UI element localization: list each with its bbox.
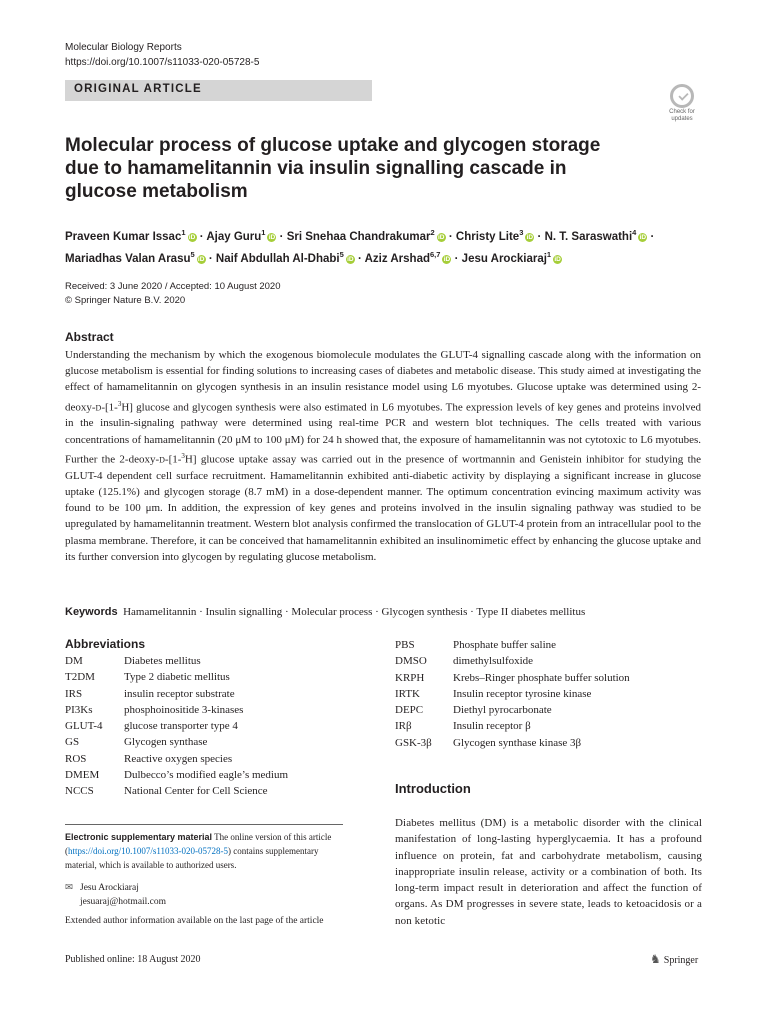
author-name: Jesu Arockiaraj <box>461 252 547 265</box>
author-name: Naif Abdullah Al‑Dhabi <box>215 252 340 265</box>
author-name: Ajay Guru <box>206 230 262 243</box>
abbreviation-definition: phosphoinositide 3-kinases <box>124 703 244 716</box>
abbreviation-term: DMSO <box>395 655 427 668</box>
orcid-icon[interactable]: iD <box>347 255 354 263</box>
keywords-list: Hamamelitannin · Insulin signalling · Molecular process · Glycogen synthesis · Type II diabetes mellitus <box>123 606 586 618</box>
journal-name: Molecular Biology Reports <box>65 42 182 53</box>
abbreviation-row <box>65 686 288 702</box>
abbreviation-term: PI3Ks <box>65 703 93 716</box>
orcid-icon[interactable]: iD <box>639 233 647 241</box>
copyright: © Springer Nature B.V. 2020 <box>65 295 186 306</box>
abbreviation-row <box>65 669 288 685</box>
orcid-icon[interactable]: iD <box>268 233 276 241</box>
abbreviations-right <box>395 637 630 751</box>
abbreviation-definition: insulin receptor substrate <box>124 687 235 700</box>
abbreviation-definition: Phosphate buffer saline <box>453 639 557 651</box>
abbreviation-definition: Diethyl pyrocarbonate <box>453 704 552 717</box>
springer-horse-icon: ♞ <box>650 952 661 966</box>
author-affiliation: 1 <box>181 228 186 237</box>
corresponding-author: Jesu Arockiaraj <box>80 883 139 893</box>
abbreviation-definition: National Center for Cell Science <box>124 785 268 798</box>
check-updates-icon <box>670 84 694 108</box>
abbreviation-term: DEPC <box>395 704 424 717</box>
abbreviation-term: T2DM <box>65 671 95 684</box>
abbreviation-row <box>395 637 630 653</box>
supplementary-note <box>65 830 347 872</box>
abstract-text: Understanding the mechanism by which the exogenous biomolecule modulates the GLUT-4 signalling cascade along with the information on glucose metabolism is essential for finding solutions to increasing cases of diabetes and metabolic disease. This study aimed at investigating the effect of hamamelitannin on glycogen synthesis in an insulin resistance model using L6 myotubes. Glucose uptake was determined using 2-deoxy-d-[1-$^3$H] glucose and glycogen synthesis were also estimated in L6 myotubes. The expression levels of key genes and proteins involved in the insulin-signaling pathway were determined using real-time PCR and western blot techniques. The cells treated with various concentrations of hamamelitannin (20 μM to 100 μM) for 24 h showed that, the exposure of hamamelitannin was not cytotoxic to L6 myotubes. Further the 2-deoxy-d-[1-$^3$H] glucose uptake assay was carried out in the presence of wortmannin and Genistein inhibitor for studying the GLUT-4 dependent cell surface recruitment. Hamamelitannin exhibited anti-diabetic activity by displaying a significant increase in glucose uptake (125.1%) and glycogen storage (8.7 mM) in a dose-dependent manner. The optimum concentration evincing maximum activity was found to be 100 μm. In addition, the expression of key genes and proteins involved in the insulin signaling pathway was studied to be upregulated by hamamelitannin treatment. Western blot analysis confirmed the translocation of GLUT-4 protein from an intracellular pool to the plasma membrane. Therefore, it can be conceived that hamamelitannin exhibited an insulinomimetic effect by enhancing the glucose uptake and its further conversion into glycogen by regulating glucose metabolism. <box>65 349 702 563</box>
abbreviation-term: GSK-3β <box>395 736 432 749</box>
abbreviation-row <box>65 767 288 783</box>
article-dates <box>65 280 281 308</box>
author-affiliation: 5 <box>190 249 195 259</box>
abbreviation-row <box>395 702 630 718</box>
abbreviation-row <box>65 653 288 669</box>
abbreviation-definition: Dulbecco’s modified eagle’s medium <box>124 769 289 782</box>
article-type-label: ORIGINAL ARTICLE <box>74 83 202 95</box>
author <box>544 228 648 243</box>
abbreviation-term: IRβ <box>395 720 412 733</box>
author <box>65 249 206 265</box>
journal-header <box>65 40 259 70</box>
author-affiliation: 1 <box>546 249 552 259</box>
keywords <box>65 604 705 620</box>
author-affiliation: 6,7 <box>430 249 441 259</box>
abbreviation-row <box>395 735 630 751</box>
author <box>215 249 355 265</box>
orcid-icon[interactable]: iD <box>437 233 445 241</box>
abbreviation-definition: Diabetes mellitus <box>124 655 201 667</box>
esm-text-before: The online version of this article ( <box>65 832 332 856</box>
esm-text-after: ) contains supplementary material, which is available to authorized users. <box>65 846 319 870</box>
introduction-heading: Introduction <box>395 781 471 796</box>
author <box>286 228 446 243</box>
abbreviation-row <box>65 751 288 767</box>
abbreviation-definition: Krebs–Ringer phosphate buffer solution <box>453 671 630 684</box>
published-date: Published online: 18 August 2020 <box>65 954 201 965</box>
esm-link[interactable]: https://doi.org/10.1007/s11033-020-05728-5 <box>68 846 229 856</box>
keywords-label: Keywords <box>65 606 118 618</box>
esm-label: Electronic supplementary material <box>65 832 213 842</box>
author-name: Mariadhas Valan Arasu <box>65 252 191 265</box>
doi-link[interactable]: https://doi.org/10.1007/s11033-020-05728-5 <box>65 57 260 68</box>
author <box>461 249 562 265</box>
abstract-heading: Abstract <box>65 330 114 344</box>
author-affiliation: 4 <box>632 228 637 237</box>
abbreviation-row <box>65 718 288 734</box>
abbreviation-definition: dimethylsulfoxide <box>453 655 534 668</box>
check-for-updates-badge[interactable] <box>663 84 701 124</box>
abbreviation-term: DMEM <box>65 769 100 782</box>
footnote-divider <box>65 824 343 825</box>
author <box>65 228 197 243</box>
article-type-bar <box>65 80 372 101</box>
received-accepted: Received: 3 June 2020 / Accepted: 10 August 2020 <box>65 281 281 292</box>
abbreviation-definition: Insulin receptor β <box>453 720 531 733</box>
abbreviation-term: PBS <box>395 639 415 651</box>
author-affiliation: 3 <box>519 228 524 237</box>
abbreviation-row <box>395 686 630 702</box>
abbreviation-term: DM <box>65 655 83 667</box>
abbreviation-row <box>65 702 288 718</box>
abbreviation-term: IRS <box>65 687 83 700</box>
correspondence <box>65 881 166 909</box>
abbreviation-definition: glucose transporter type 4 <box>124 720 238 733</box>
author-affiliation: 1 <box>261 228 266 237</box>
orcid-icon[interactable]: iD <box>526 233 534 241</box>
author-name: N. T. Saraswathi <box>544 230 633 243</box>
abbreviation-definition: Reactive oxygen species <box>124 752 233 765</box>
author-affiliation: 2 <box>430 228 435 237</box>
abbreviation-row <box>65 783 288 799</box>
abbreviation-definition: Type 2 diabetic mellitus <box>124 671 230 684</box>
abbreviation-definition: Glycogen synthase <box>124 736 208 749</box>
check-updates-text: Check for updates <box>669 109 695 122</box>
author-name: Aziz Arshad <box>364 252 430 265</box>
orcid-icon[interactable]: iD <box>188 233 196 241</box>
introduction-text: Diabetes mellitus (DM) is a metabolic disorder with the clinical manifestation of long-lasting hyperglycaemia. It has a profound influence on protein, fat and carbohydrate metabolism, causing inappropriate insulin release, activity or a combination of both. Its long-term impact result in deterioration and affect the function of organs. As DM progresses in severe state, leads to ketoacidosis or a non ketotic <box>395 817 702 927</box>
abbreviation-row <box>395 653 630 669</box>
orcid-icon[interactable]: iD <box>443 255 451 263</box>
extended-author-info: Extended author information available on the last page of the article <box>65 916 324 926</box>
author <box>206 228 276 243</box>
author <box>364 249 452 265</box>
orcid-icon[interactable]: iD <box>554 255 561 263</box>
envelope-icon: ✉ <box>65 883 73 893</box>
abbreviation-term: ROS <box>65 752 87 765</box>
author <box>455 228 534 243</box>
abbreviation-definition: Glycogen synthase kinase 3β <box>453 736 582 749</box>
author-list: Praveen Kumar Issac$^1$iD · Ajay Guru$^1$iD · Sri Snehaa Chandrakumar$^2$iD · Christy Lite$^3$iD · N. T. Saraswathi$^4$iD · Mariadhas Valan Arasu$^5$iD · Naif Abdullah Al‑Dhabi$^5$iD · Aziz Arshad$^{6,7}$iD · Jesu Arockiaraj$^1$iD <box>65 228 655 265</box>
article-title: Molecular process of glucose uptake and glycogen storage due to hamamelitannin via insulin signalling cascade in glucose metabolism <box>65 135 601 202</box>
author-name: Praveen Kumar Issac <box>65 230 182 243</box>
orcid-icon[interactable]: iD <box>197 255 205 263</box>
author-affiliation: 5 <box>339 249 344 259</box>
abbreviation-row <box>395 718 630 734</box>
abbreviation-term: GS <box>65 736 80 749</box>
author-name: Christy Lite <box>455 230 520 243</box>
abbreviation-term: GLUT-4 <box>65 720 103 733</box>
abbreviations-heading: Abbreviations <box>65 637 146 651</box>
publisher-logo <box>650 952 698 967</box>
abbreviation-row <box>395 670 630 686</box>
abbreviation-term: IRTK <box>395 687 421 700</box>
abbreviation-definition: Insulin receptor tyrosine kinase <box>453 687 592 700</box>
abbreviations-left <box>65 653 288 800</box>
corresponding-email[interactable]: jesuaraj@hotmail.com <box>80 897 167 907</box>
abbreviation-row <box>65 734 288 750</box>
publisher-name: Springer <box>663 955 699 966</box>
abbreviation-term: KRPH <box>395 671 425 684</box>
author-name: Sri Snehaa Chandrakumar <box>286 230 431 243</box>
abbreviation-term: NCCS <box>65 785 94 798</box>
